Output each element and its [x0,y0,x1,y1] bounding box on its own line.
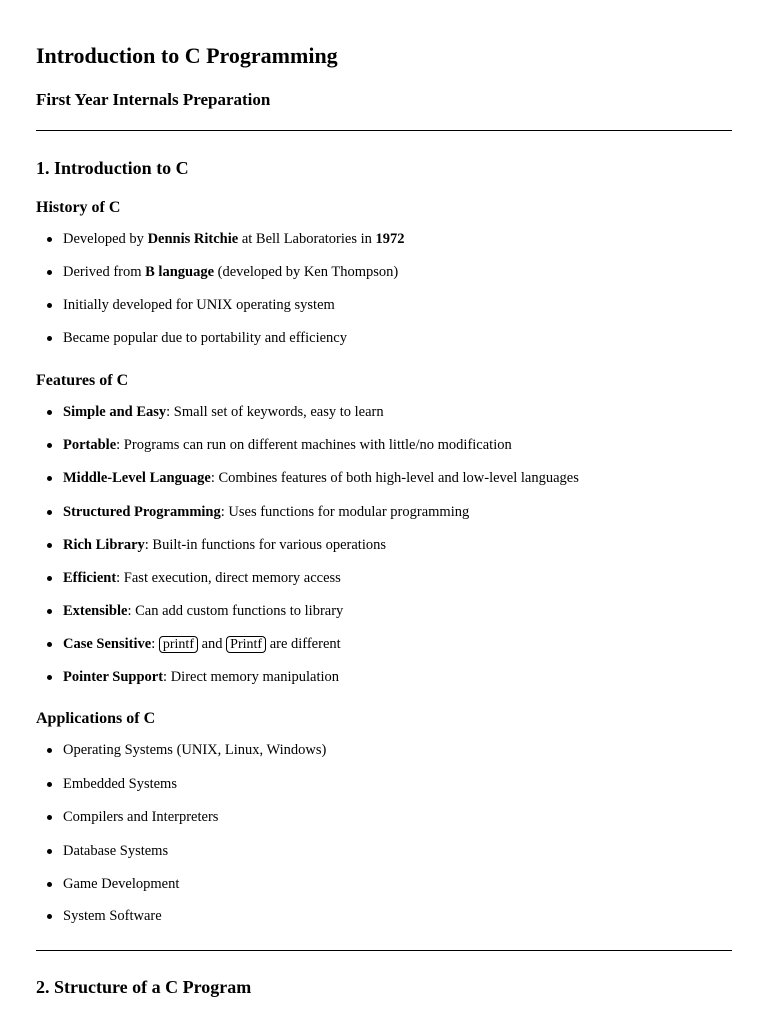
page-title: Introduction to C Programming [36,43,338,68]
bullet-icon [47,303,52,308]
section-heading-introduction: 1. Introduction to C [36,158,189,178]
subsection-heading-history: History of C [36,199,121,216]
inline-code: Printf [226,636,266,653]
bullet-icon [47,642,52,647]
bullet-icon [47,914,52,919]
bullet-icon [47,237,52,242]
divider [36,130,732,131]
bullet-icon [47,476,52,481]
bullet-icon [47,410,52,415]
bullet-icon [47,815,52,820]
bullet-icon [47,510,52,515]
section-heading-structure: 2. Structure of a C Program [36,977,252,997]
bullet-icon [47,748,52,753]
bullet-icon [47,675,52,680]
bullet-icon [47,270,52,275]
bullet-icon [47,443,52,448]
page-subtitle: First Year Internals Preparation [36,90,271,109]
bullet-icon [47,336,52,341]
divider [36,950,732,951]
bullet-icon [47,576,52,581]
subsection-heading-applications: Applications of C [36,710,156,727]
inline-code: printf [159,636,198,653]
bullet-icon [47,849,52,854]
subsection-heading-features: Features of C [36,372,129,389]
bullet-icon [47,882,52,887]
bullet-icon [47,782,52,787]
bullet-icon [47,609,52,614]
bullet-icon [47,543,52,548]
